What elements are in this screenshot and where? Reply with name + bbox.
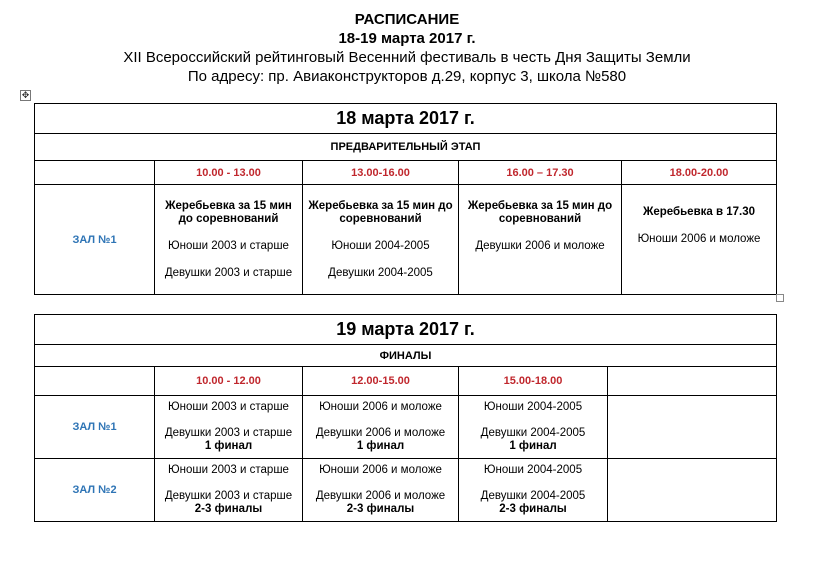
group-line: Девушки 2003 и старше xyxy=(164,266,293,279)
schedule-cell xyxy=(459,396,608,459)
time-slot: 10.00 - 12.00 xyxy=(155,367,303,396)
final-label: 2-3 финалы xyxy=(194,503,263,515)
group-line: Девушки 2006 и моложе xyxy=(315,490,446,502)
schedule-cell xyxy=(622,185,777,295)
group-line: Юноши 2004-2005 xyxy=(331,239,430,252)
group-line: Девушки 2003 и старше xyxy=(164,427,293,439)
schedule-table-day1 xyxy=(34,103,777,295)
draw-note: Жеребьевка за 15 мин до соревнований xyxy=(308,199,453,225)
schedule-cell xyxy=(459,185,622,295)
time-slot: 18.00-20.00 xyxy=(622,161,777,185)
final-label: 1 финал xyxy=(509,440,557,452)
time-slot: 13.00-16.00 xyxy=(303,161,459,185)
group-line: Девушки 2006 и моложе xyxy=(315,427,446,439)
table-move-handle-icon[interactable]: ✥ xyxy=(21,90,30,100)
group-line xyxy=(624,260,774,273)
group-line: Девушки 2006 и моложе xyxy=(475,239,605,252)
group-line: Девушки 2004-2005 xyxy=(480,427,586,439)
day1-date: 18 марта 2017 г. xyxy=(35,104,777,134)
group-line: Юноши 2003 и старше xyxy=(168,401,289,413)
time-slot: 12.00-15.00 xyxy=(303,367,459,396)
empty-cell xyxy=(608,459,777,522)
group-line: Юноши 2003 и старше xyxy=(168,464,289,476)
schedule-cell xyxy=(459,459,608,522)
group-line: Юноши 2006 и моложе xyxy=(319,464,442,476)
table-resize-handle[interactable] xyxy=(776,294,784,302)
schedule-cell xyxy=(303,396,459,459)
final-label: 1 финал xyxy=(356,440,405,452)
schedule-cell xyxy=(155,459,303,522)
time-slot: 10.00 - 13.00 xyxy=(155,161,303,185)
draw-note: Жеребьевка за 15 мин до соревнований xyxy=(467,199,613,225)
schedule-cell xyxy=(155,185,303,295)
schedule-cell xyxy=(303,459,459,522)
draw-note: Жеребьевка за 15 мин до соревнований xyxy=(165,199,292,225)
group-line: Юноши 2003 и старше xyxy=(168,239,289,252)
group-line: Юноши 2004-2005 xyxy=(483,401,583,413)
document-header xyxy=(0,10,814,86)
festival-name: XII Всероссийский рейтинговый Весенний фестиваль в честь Дня Защиты Земли xyxy=(123,49,691,66)
group-line: Девушки 2004-2005 xyxy=(328,266,433,279)
final-label: 2-3 финалы xyxy=(346,503,415,515)
empty-cell xyxy=(35,161,155,185)
draw-note: Жеребьевка в 17.30 xyxy=(642,206,756,218)
day2-stage: ФИНАЛЫ xyxy=(35,345,777,367)
final-label: 1 финал xyxy=(204,440,253,452)
doc-title: РАСПИСАНИЕ xyxy=(354,11,460,28)
empty-cell xyxy=(608,396,777,459)
venue-address: По адресу: пр. Авиаконструкторов д.29, корпус 3, школа №580 xyxy=(187,68,627,85)
day2-date: 19 марта 2017 г. xyxy=(35,315,777,345)
empty-cell xyxy=(608,367,777,396)
schedule-cell xyxy=(155,396,303,459)
hall-label: ЗАЛ №1 xyxy=(35,396,155,459)
empty-cell xyxy=(35,367,155,396)
time-slot: 15.00-18.00 xyxy=(459,367,608,396)
day1-stage: ПРЕДВАРИТЕЛЬНЫЙ ЭТАП xyxy=(35,134,777,161)
time-slot: 16.00 – 17.30 xyxy=(459,161,622,185)
group-line: Девушки 2003 и старше xyxy=(164,490,293,502)
schedule-table-day2 xyxy=(34,314,777,522)
hall-label: ЗАЛ №1 xyxy=(35,185,155,295)
group-line: Юноши 2006 и моложе xyxy=(637,233,761,245)
schedule-cell xyxy=(303,185,459,295)
group-line: Юноши 2006 и моложе xyxy=(319,401,442,413)
hall-label: ЗАЛ №2 xyxy=(35,459,155,522)
group-line xyxy=(461,267,619,280)
doc-dates: 18-19 марта 2017 г. xyxy=(338,30,476,47)
group-line: Девушки 2004-2005 xyxy=(480,490,586,502)
group-line: Юноши 2004-2005 xyxy=(483,464,583,476)
final-label: 2-3 финалы xyxy=(499,503,567,515)
